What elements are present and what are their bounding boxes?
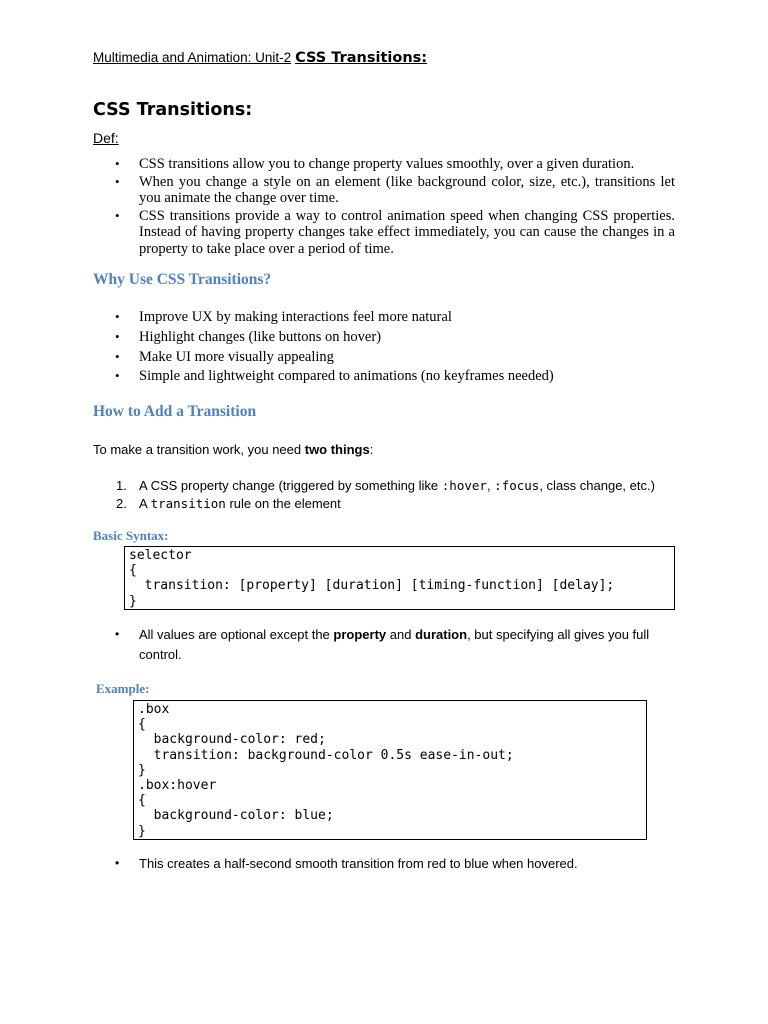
list-item: • Highlight changes (like buttons on hover) — [115, 328, 382, 345]
list-item: 1. A CSS property change (triggered by something like :hover, :focus, class change, etc.) — [116, 478, 655, 493]
list-item: • Make UI more visually appealing — [115, 348, 334, 365]
syntax-label: Basic Syntax: — [93, 528, 169, 543]
bullet-icon: • — [115, 156, 120, 171]
list-item: • Simple and lightweight compared to animations (no keyframes needed) — [115, 368, 554, 385]
list-item: • CSS transitions provide a way to control animation speed when changing CSS properties. Instead of having property changes take effect immediately, you can cause the changes in a property to take place over a period of time. — [115, 207, 675, 257]
example-label: Example: — [96, 681, 150, 696]
how-intro: To make a transition work, you need two things: — [93, 442, 374, 457]
header-unit: Multimedia and Animation: Unit-2 — [93, 50, 292, 65]
syntax-note — [93, 625, 653, 664]
why-heading: Why Use CSS Transitions? — [93, 271, 272, 288]
bullet-icon: • — [115, 173, 120, 189]
example-code-block: .box { background-color: red; transition: background-color 0.5s ease-in-out; } .box:hover { background-color: blue; } — [133, 700, 647, 840]
bullet-icon: • — [115, 328, 120, 344]
list-item: • When you change a style on an element (like background color, size, etc.), transitions let you animate the change over time. — [115, 173, 675, 206]
why-list — [93, 309, 675, 388]
definition-list — [93, 156, 675, 258]
bullet-icon: • — [115, 627, 120, 641]
page-header — [93, 50, 427, 66]
header-topic: CSS Transitions: — [295, 50, 428, 66]
list-item: • CSS transitions allow you to change property values smoothly, over a given duration. — [115, 156, 635, 172]
how-heading: How to Add a Transition — [93, 403, 257, 420]
page-title: CSS Transitions: — [93, 100, 253, 120]
steps-list — [93, 477, 655, 512]
bullet-icon: • — [115, 348, 120, 364]
bullet-icon: • — [115, 309, 120, 324]
list-item: • All values are optional except the property and duration, but specifying all gives you full control. — [115, 627, 650, 662]
bullet-icon: • — [115, 207, 120, 223]
list-item: • Improve UX by making interactions feel more natural — [115, 309, 452, 325]
list-item: • This creates a half-second smooth transition from red to blue when hovered. — [93, 854, 653, 874]
definition-label: Def: — [93, 130, 119, 146]
syntax-code-block: selector { transition: [property] [duration] [timing-function] [delay]; } — [124, 546, 675, 610]
list-item: 2. A transition rule on the element — [116, 495, 341, 511]
example-note — [93, 854, 653, 874]
bullet-icon: • — [115, 368, 120, 384]
bullet-icon: • — [115, 856, 120, 870]
